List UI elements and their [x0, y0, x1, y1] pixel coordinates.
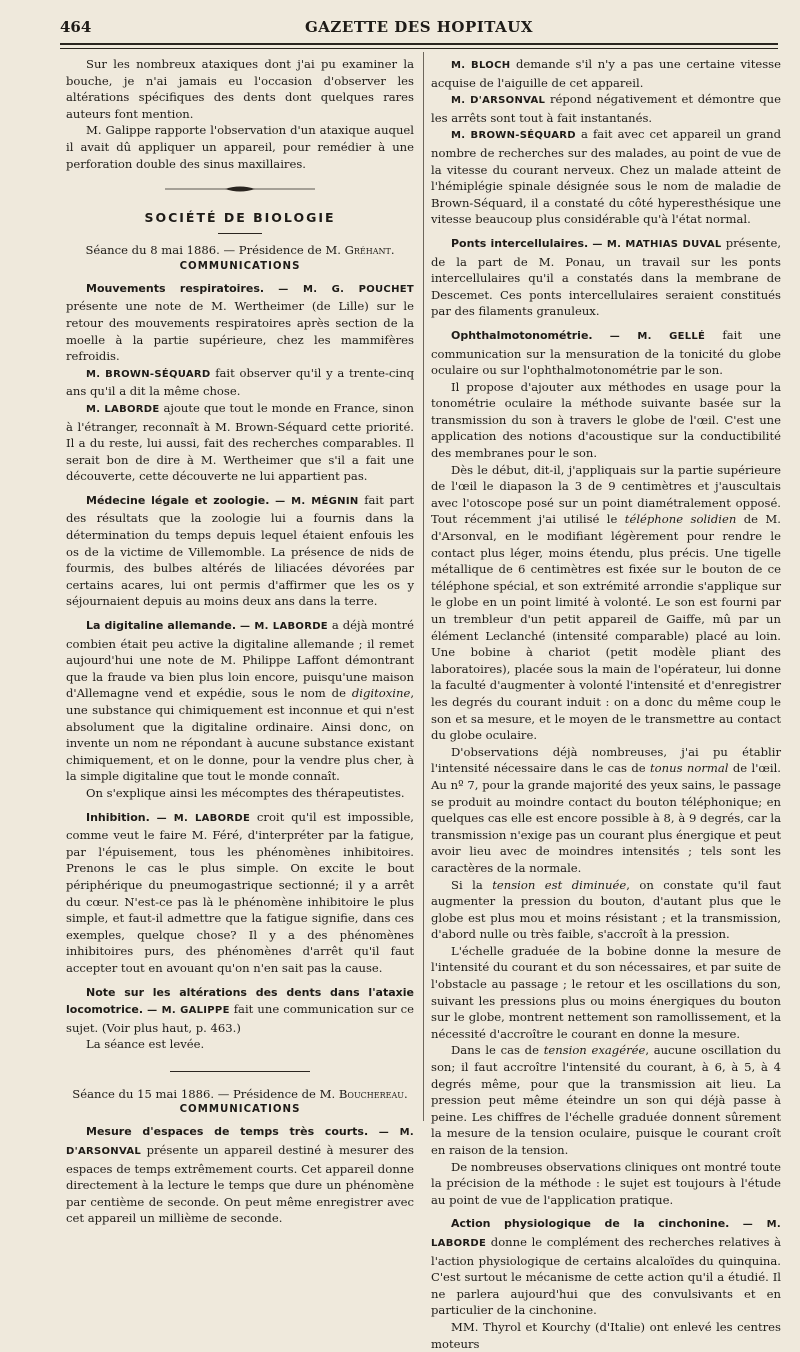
text: croit qu'il est impossible, comme veut le faire M. Féré, d'interpréter par la fatigue, par l'épuisement, tous les phénomènes inhibitoires. Prenons le cas le plus simple. On excite le bout périphérique du pneumogastrique sectionné; il y a arrêt du cœur. N'est-ce pas là le phénomène inhibitoire le plus simple, et faut-il admettre que la fatigue signifie, dans ces exemples, quelque chose? Il y a des phénomènes inhibitoires purs, des phénomènes d'arrêt qu'il faut accepter tout en avouant qu'on n'en sait pas la cause.	[66, 809, 414, 975]
paragraph	[66, 492, 414, 610]
text: de l'œil. Au nº 7, pour la grande majorité des yeux sains, le passage se produit au moindre contact du bouton téléphonique; en quelques cas elle est encore possible à 8, à 9 degrés, car la transmission n'exige pas un courant plus énergique et peut avoir lieu avec de moindres intensités ; tels sont les caractères de la normale.	[431, 761, 781, 875]
speaker: — M. D'ARSONVAL	[66, 1127, 415, 1158]
session-president: Gréhant.	[344, 243, 395, 258]
speaker: M. BROWN-SÉQUARD	[451, 130, 576, 142]
paragraph	[66, 809, 414, 977]
paragraph	[431, 126, 781, 228]
text: présente un appareil destiné à mesurer des espaces de temps extrêmement courts. Cet appareil donne directement à la lecture le temps que dure un phénomène par centième de seconde. On peut même enregistrer avec cet appareil un millième de seconde.	[66, 1143, 414, 1226]
ornament-divider-icon	[165, 184, 315, 194]
text: fait observer qu'il y a trente-cinq ans qu'il a dit la même chose.	[66, 365, 414, 399]
speaker: — M. GALIPPE	[147, 1005, 230, 1017]
paragraph: L'échelle graduée de la bobine donne la mesure de l'intensité du courant et du son nécessaires, et par suite de l'obstacle au passage ; le retour et les oscillations du son, suivant les pressions plus ou moins énergiques du bouton sur le globe, montrent nettement son ramollissement, et la nécessité d'accroître le courant en donne la mesure.	[431, 943, 781, 1041]
paragraph: De nombreuses observations cliniques ont montré toute la précision de la méthode : le sujet est toujours à l'étude au point de vue de l'application pratique.	[431, 1159, 781, 1207]
session-heading	[66, 1086, 414, 1103]
speaker: M. BLOCH	[451, 60, 511, 71]
italic-text: tension est diminuée	[492, 877, 627, 892]
topic-title: Ponts intercellulaires.	[451, 236, 589, 250]
topic-title: Médecine légale et zoologie.	[86, 493, 270, 507]
text: présente une note de M. Wertheimer (de Lille) sur le retour des mouvements respiratoires après section de la moelle à la partie supérieure, chez les mammifères refroidis.	[66, 299, 414, 364]
topic-title: Note sur les altérations des dents dans l'ataxie locomotrice.	[66, 985, 414, 1017]
paragraph: On s'explique ainsi les mécomptes des thérapeutistes.	[86, 785, 405, 800]
speaker: — M. MÉGNIN	[275, 495, 359, 507]
speaker: — M. LABORDE	[156, 812, 251, 824]
text: fait part des résultats que la zoologie lui a fournis dans la détermination du temps depuis lequel étaient enfouis les os de la victime de Villemomble. La présence de nids de fourmis, des bulbes altérés de liliacées dévorées par certains acares, lui ont permis d'affirmer que les os y séjournaient depuis au moins deux ans dans la terre.	[66, 492, 415, 609]
speaker: — M. LABORDE	[240, 621, 328, 633]
paragraph	[431, 462, 781, 744]
speaker: — M. G. POUCHET	[278, 283, 414, 295]
paragraph	[431, 744, 781, 877]
text: a déjà montré combien était peu active la digitaline allemande ; il remet aujourd'hui une note de M. Philippe Laffont démontrant que la fraude va bien plus loin encore, puisqu'une maison d'Allemagne vend et expédie, sous le nom de	[66, 618, 414, 701]
paragraph	[66, 400, 414, 485]
italic-text: tension exagérée	[543, 1043, 646, 1058]
header-rule-thin	[60, 48, 778, 49]
text: fait une communication sur la mensuration de la tonicité du globe oculaire ou sur l'ophthalmotonométrie par le son.	[431, 327, 781, 378]
text: , on constate qu'il faut augmenter la pression du bouton, d'autant plus que le globe est plus mou et moins résistant ; et la transmission, d'abord nulle ou très faible, s'accroît à la pression.	[431, 877, 781, 942]
paragraph	[431, 1215, 781, 1319]
paragraph: Il propose d'ajouter aux méthodes en usage pour la tonométrie oculaire la méthode suivante basée sur la transmission du son à travers le globe de l'œil. C'est une application des notions d'acoustique sur la conductibilité des membranes pour le son.	[431, 379, 781, 461]
italic-text: tonus normal	[650, 761, 729, 776]
session-president: Bouchereau.	[338, 1086, 408, 1101]
journal-title: GAZETTE DES HOPITAUX	[304, 18, 533, 36]
page-header	[60, 14, 778, 44]
text: , une substance qui chimiquement est inconnue et qui n'est absolument que la digitaline ordinaire. Ainsi donc, on invente un nom ne répondant à aucune substance existant chimiquement, et on le donne, pour la vendre plus cher, à la simple digitaline que tout le monde connaît.	[66, 686, 414, 784]
short-rule	[218, 233, 262, 234]
paragraph	[66, 280, 414, 365]
paragraph	[431, 91, 781, 126]
topic-title: Mouvements respiratoires.	[86, 281, 265, 295]
text: de M. d'Arsonval, en le modifiant légèrement pour rendre le contact plus léger, moins étendu, plus précis. Une tigelle métallique de 6 centimètres est fixée sur le bouton de ce téléphone spécial, et son extrémité arrondie s'applique sur le globe en un point limité à volonté. Le son est fourni par un trembleur d'un petit appareil de Gaiffe, mû par un élément Leclanché (intensité comparable) placé au loin. Une bobine à chariot (petit modèle pliant des laboratoires), placée sous la main de l'opérateur, lui donne la faculté d'augmenter à volonté l'intensité et d'enregistrer les degrés du courant induit : on a donc du même coup le son et sa mesure, et le moyen de le transmettre au contact du globe oculaire.	[431, 512, 781, 743]
communications-heading: COMMUNICATIONS	[179, 260, 301, 272]
topic-title: Inhibition.	[86, 810, 150, 824]
text: présente, de la part de M. Ponau, un travail sur les ponts intercellulaires qu'il a constatés dans la membrane de Descemet. Ces ponts intercellulaires seraient constitués par des filaments granuleux.	[431, 235, 782, 319]
text: Si la	[451, 877, 493, 892]
text: répond négativement et démontre que les arrêts sont tout à fait instantanés.	[431, 92, 781, 125]
text: , aucune oscillation du son; il faut accroître l'intensité du courant, à 6, à 5, à 4 degrés même, pour que la transmission ait lieu. La pression peut même éteindre un son qui déjà passe à peine. Les chiffres de l'échelle graduée donnent sûrement la mesure de la tension oculaire, puisque le courant croît en raison de la tension.	[431, 1043, 782, 1157]
speaker: — M. MATHIAS DUVAL	[592, 238, 722, 250]
separator-rule	[170, 1071, 310, 1072]
right-column	[431, 56, 781, 1352]
paragraph	[431, 56, 781, 91]
text: demande s'il n'y a pas une certaine vitesse acquise de l'aiguille de cet appareil.	[431, 57, 781, 90]
paragraph	[66, 1123, 414, 1227]
section-title: SOCIÉTÉ DE BIOLOGIE	[144, 210, 336, 226]
paragraph	[66, 365, 414, 400]
paragraph: La séance est levée.	[86, 1037, 205, 1052]
speaker: M. D'ARSONVAL	[451, 95, 546, 107]
paragraph	[431, 877, 781, 943]
session-heading	[66, 242, 414, 259]
column-divider	[423, 52, 424, 1121]
speaker: M. BROWN-SÉQUARD	[86, 368, 211, 380]
text: a fait avec cet appareil un grand nombre de recherches sur des malades, au point de vue de la vitesse du courant nerveux. Chez un malade atteint de l'hémiplégie spinale désignée sous le nom de maladie de Brown-Séquard, il a constaté du côté hyperesthésique une vitesse beaucoup plus considérable qu'à l'état normal.	[431, 127, 782, 227]
text: donne le complément des recherches relatives à l'action physiologique de certains alcaloïdes du quinquina. C'est surtout le mécanisme de cette action qu'il a étudié. Il ne parlera aujourd'hui que des convulsivants et en particulier de la cinchonine.	[431, 1234, 781, 1318]
paragraph	[66, 617, 414, 785]
text: Dans le cas de	[451, 1043, 544, 1058]
topic-title: Action physiologique de la cinchonine.	[451, 1217, 730, 1231]
paragraph	[66, 984, 414, 1037]
topic-title: La digitaline allemande.	[86, 619, 237, 633]
text: D'observations déjà nombreuses, j'ai pu établir l'intensité nécessaire dans le cas de	[431, 744, 781, 776]
paragraph: Sur les nombreux ataxiques dont j'ai pu examiner la bouche, je n'ai jamais eu l'occasion d'observer les altérations spécifiques des dents dont quelques rares auteurs font mention.	[66, 57, 414, 121]
text: fait une communication sur ce sujet. (Voir plus haut, p. 463.)	[66, 1002, 414, 1035]
communications-heading: COMMUNICATIONS	[179, 1104, 301, 1116]
paragraph	[431, 235, 781, 320]
italic-text: digitoxine	[351, 686, 411, 701]
speaker: — M. LABORDE	[431, 1219, 781, 1249]
topic-title: Ophthalmotonométrie.	[451, 328, 593, 342]
text: ajoute que tout le monde en France, sinon à l'étranger, reconnaît à M. Brown-Séquard cette priorité. Il a du reste, lui aussi, fait des recherches comparables. Il serait bon de dire à M. Wertheimer que s'il a fait une découverte, cette découverte ne lui appartient pas.	[66, 400, 414, 484]
text: Dès le début, dit-il, j'appliquais sur la partie supérieure de l'œil le diapason la 3 de 9 centimètres et j'auscultais avec l'otoscope posé sur un point diamétralement opposé. Tout récemment j'ai utilisé le	[431, 462, 781, 527]
page-number: 464	[60, 18, 92, 36]
session-text: Séance du 15 mai 1886. — Présidence de M.	[72, 1086, 336, 1101]
left-column	[66, 56, 414, 1227]
speaker: — M. GELLÉ	[609, 330, 706, 342]
paragraph: M. Galippe rapporte l'observation d'un ataxique auquel il avait dû appliquer un appareil, pour remédier à une perforation double des sinus maxillaires.	[66, 123, 414, 171]
italic-text: téléphone solidien	[624, 512, 737, 527]
header-rule-thick	[60, 43, 778, 45]
speaker: M. LABORDE	[86, 403, 160, 415]
paragraph	[431, 1042, 781, 1158]
paragraph: MM. Thyrol et Kourchy (d'Italie) ont enlevé les centres moteurs	[431, 1319, 781, 1351]
paragraph	[431, 327, 781, 379]
session-text: Séance du 8 mai 1886. — Présidence de M.	[85, 243, 341, 258]
topic-title: Mesure d'espaces de temps très courts.	[86, 1125, 369, 1139]
